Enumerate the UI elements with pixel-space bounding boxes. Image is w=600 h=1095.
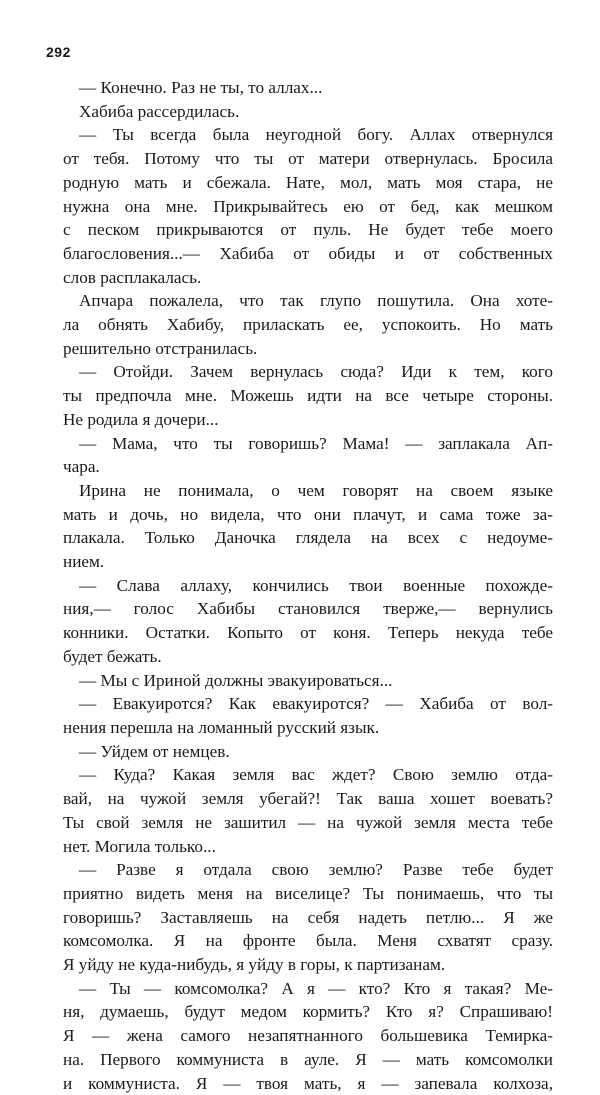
text-line: — Ты — комсомолка? А я — кто? Кто я такая? Ме- bbox=[79, 978, 553, 998]
text-line: Ирина не понимала, о чем говорят на своем языке bbox=[79, 480, 553, 500]
text-line: ла обнять Хабибу, приласкать ее, успокоить. Но мать bbox=[63, 315, 553, 335]
text-line: — Евакуиротся? Как евакуиротся? — Хабиба от вол- bbox=[79, 694, 553, 714]
text-line: чара. bbox=[63, 457, 100, 477]
text-line: — Куда? Какая земля вас ждет? Свою землю отда- bbox=[79, 765, 553, 785]
text-line: мать и дочь, но видела, что они плачут, и сама тоже за- bbox=[63, 504, 553, 524]
text-line: родную мать и сбежала. Нате, мол, мать моя стара, не bbox=[63, 172, 553, 192]
text-line: — Разве я отдала свою землю? Разве тебе будет bbox=[79, 860, 553, 880]
text-line: ня, думаешь, будут медом кормить? Кто я? Спрашиваю! bbox=[63, 1002, 553, 1022]
text-line: будет бежать. bbox=[63, 646, 162, 666]
text-line: — Мама, что ты говоришь? Мама! — заплакала Ап- bbox=[79, 433, 553, 453]
text-line: с песком прикрываются от пуль. Не будет тебе моего bbox=[63, 220, 553, 240]
text-line: — Уйдем от немцев. bbox=[79, 741, 230, 761]
text-line: нужна она мне. Прикрывайтесь ею от бед, как мешком bbox=[63, 196, 553, 216]
text-line: нения перешла на ломанный русский язык. bbox=[63, 717, 380, 737]
text-line: на. Первого коммуниста в ауле. Я — мать комсомолки bbox=[63, 1049, 553, 1069]
text-line: — Отойди. Зачем вернулась сюда? Иди к тем, кого bbox=[79, 362, 553, 382]
text-line: — Мы с Ириной должны эвакуироваться... bbox=[79, 670, 393, 690]
text-line: приятно видеть меня на виселице? Ты понимаешь, что ты bbox=[63, 883, 553, 903]
text-line: Не родила я дочери... bbox=[63, 409, 219, 429]
text-line: — Ты всегда была неугодной богу. Аллах отвернулся bbox=[79, 125, 553, 145]
text-line: от тебя. Потому что ты от матери отвернулась. Бросила bbox=[63, 149, 553, 169]
text-line: Я уйду не куда-нибудь, я уйду в горы, к партизанам. bbox=[63, 955, 446, 975]
text-line: благословения...— Хабиба от обиды и от собственных bbox=[63, 243, 553, 263]
text-line: Я — жена самого незапятнанного большевика Темирка- bbox=[63, 1026, 553, 1046]
text-line: Ты свой земля не зашитил — на чужой земля места тебе bbox=[63, 812, 553, 832]
page-number: 292 bbox=[46, 44, 71, 60]
text-line: говоришь? Заставляешь на себя надеть петлю... Я же bbox=[63, 907, 553, 927]
text-line: решительно отстранилась. bbox=[63, 338, 258, 358]
text-line: вай, на чужой земля убегай?! Так ваша хошет воевать? bbox=[63, 789, 553, 809]
text-line: Апчара пожалела, что так глупо пошутила. Она хоте- bbox=[79, 291, 553, 311]
text-line: комсомолка. Я на фронте была. Меня схватят сразу. bbox=[63, 931, 553, 951]
text-line: ты предпочла мне. Можешь идти на все четыре стороны. bbox=[63, 386, 553, 406]
text-line: ния,— голос Хабибы становился тверже,— вернулись bbox=[63, 599, 553, 619]
text-line: и коммуниста. Я — твоя мать, я — запевала колхоза, bbox=[63, 1073, 553, 1093]
text-line: — Конечно. Раз не ты, то аллах... bbox=[79, 78, 323, 97]
text-line: плакала. Только Даночка глядела на всех с недоуме- bbox=[63, 528, 553, 548]
text-line: конники. Остатки. Копыто от коня. Теперь некуда тебе bbox=[63, 623, 553, 643]
text-line: — Слава аллаху, кончились твои военные похожде- bbox=[79, 575, 553, 595]
text-line: нием. bbox=[63, 552, 105, 572]
text-line: Хабиба рассердилась. bbox=[79, 101, 240, 121]
body-text bbox=[63, 76, 553, 1095]
text-line: слов расплакалась. bbox=[63, 267, 202, 287]
text-line: нет. Могила только... bbox=[63, 836, 216, 856]
